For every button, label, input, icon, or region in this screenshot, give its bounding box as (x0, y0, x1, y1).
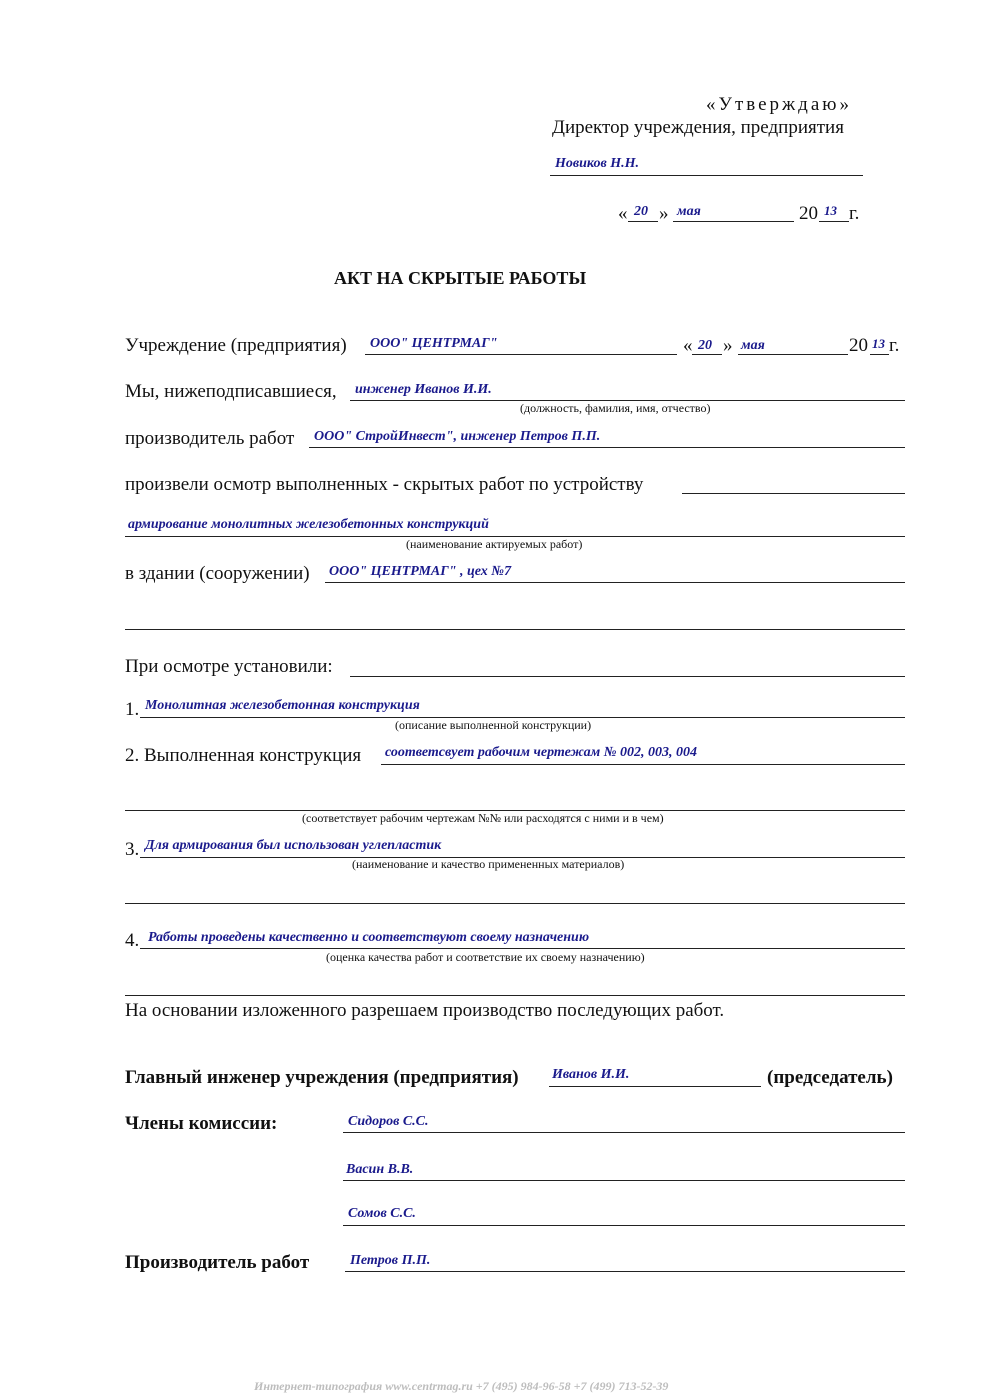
chief-engineer-value[interactable]: Иванов И.И. (552, 1067, 630, 1082)
approval-day-line (628, 221, 658, 222)
approval-year-prefix: 20 (799, 203, 818, 224)
blank-line-1 (125, 629, 905, 630)
director-name[interactable]: Новиков Н.Н. (555, 156, 640, 171)
institution-month[interactable]: мая (741, 338, 765, 353)
building-line (325, 582, 905, 583)
building-value[interactable]: ООО" ЦЕНТРМАГ" , цех №7 (329, 564, 512, 579)
footer-text: Интернет-типография www.centrmag.ru +7 (495) 984-96-58 +7 (499) 713-52-39 (254, 1379, 669, 1393)
institution-day-line (692, 354, 722, 355)
commission-member-3-line (343, 1225, 905, 1226)
item1-number: 1. (125, 699, 140, 720)
signatories-caption: (должность, фамилия, имя, отчество) (520, 401, 711, 415)
contractor-value[interactable]: ООО" СтройИнвест", инженер Петров П.П. (314, 429, 601, 444)
approval-year[interactable]: 13 (824, 203, 837, 218)
institution-line (365, 354, 677, 355)
works-manager-label: Производитель работ (125, 1252, 310, 1273)
works-manager-value[interactable]: Петров П.П. (350, 1253, 431, 1268)
approval-stamp-text: «Утверждаю» (706, 94, 852, 115)
item2-value[interactable]: соответсвует рабочим чертежам № 002, 003, 004 (385, 745, 698, 760)
item2-caption: (соответствует рабочим чертежам №№ или расходятся с ними и в чем) (302, 811, 664, 825)
building-label: в здании (сооружении) (125, 563, 310, 584)
inspection-label: произвели осмотр выполненных - скрытых работ по устройству (125, 474, 644, 495)
signatories-value[interactable]: инженер Иванов И.И. (355, 382, 492, 397)
item3-caption: (наименование и качество примененных материалов) (352, 857, 625, 871)
contractor-label: производитель работ (125, 428, 295, 449)
item1-caption: (описание выполненной конструкции) (395, 718, 592, 732)
item4-caption: (оценка качества работ и соответствие их своему назначению) (326, 950, 645, 964)
item4-value[interactable]: Работы проведены качественно и соответствуют своему назначению (148, 930, 590, 945)
institution-year-line (870, 354, 889, 355)
institution-value[interactable]: ООО" ЦЕНТРМАГ" (370, 336, 498, 351)
chief-engineer-line (549, 1086, 761, 1087)
approval-year-line (819, 221, 849, 222)
director-name-line (550, 175, 863, 176)
institution-day[interactable]: 20 (698, 338, 712, 353)
item4-line-2 (125, 995, 905, 996)
established-label: При осмотре установили: (125, 656, 333, 677)
signatories-label: Мы, нижеподписавшиеся, (125, 381, 337, 402)
approval-day[interactable]: 20 (634, 204, 648, 219)
commission-member-1[interactable]: Сидоров С.С. (348, 1114, 429, 1129)
permission-text: На основании изложенного разрешаем производство последующих работ. (125, 1000, 725, 1021)
page-title: АКТ НА СКРЫТЫЕ РАБОТЫ (334, 268, 587, 288)
institution-quote-close: » (723, 335, 733, 356)
item3-value[interactable]: Для армирования был использован углепластик (145, 838, 442, 853)
commission-member-2-line (343, 1180, 905, 1181)
item3-number: 3. (125, 839, 140, 860)
established-line (350, 676, 905, 677)
item4-line (140, 948, 905, 949)
institution-year[interactable]: 13 (872, 336, 885, 351)
institution-month-line (738, 354, 848, 355)
approval-quote-open: « (618, 203, 628, 224)
institution-year-abbr: г. (889, 335, 900, 356)
institution-year-prefix: 20 (849, 335, 868, 356)
item3-line-2 (125, 903, 905, 904)
commission-member-2[interactable]: Васин В.В. (346, 1162, 414, 1177)
item2-label: 2. Выполненная конструкция (125, 745, 362, 766)
works-manager-line (345, 1271, 905, 1272)
inspection-value[interactable]: армирование монолитных железобетонных конструкций (128, 517, 489, 532)
approval-year-abbr: г. (849, 203, 860, 224)
approval-quote-close: » (659, 203, 669, 224)
contractor-line (309, 447, 905, 448)
director-title: Директор учреждения, предприятия (552, 117, 844, 138)
approval-month[interactable]: мая (677, 204, 701, 219)
inspection-line-1 (682, 493, 905, 494)
institution-quote-open: « (683, 335, 693, 356)
commission-member-3[interactable]: Сомов С.С. (348, 1206, 416, 1221)
chief-engineer-role: (председатель) (767, 1067, 893, 1088)
approval-month-line (673, 221, 794, 222)
item1-value[interactable]: Монолитная железобетонная конструкция (145, 698, 420, 713)
item4-number: 4. (125, 930, 140, 951)
item2-line (381, 764, 905, 765)
inspection-caption: (наименование актируемых работ) (406, 537, 583, 551)
commission-member-1-line (343, 1132, 905, 1133)
commission-label: Члены комиссии: (125, 1113, 278, 1134)
institution-label: Учреждение (предприятия) (125, 335, 347, 356)
chief-engineer-label: Главный инженер учреждения (предприятия) (125, 1067, 519, 1088)
